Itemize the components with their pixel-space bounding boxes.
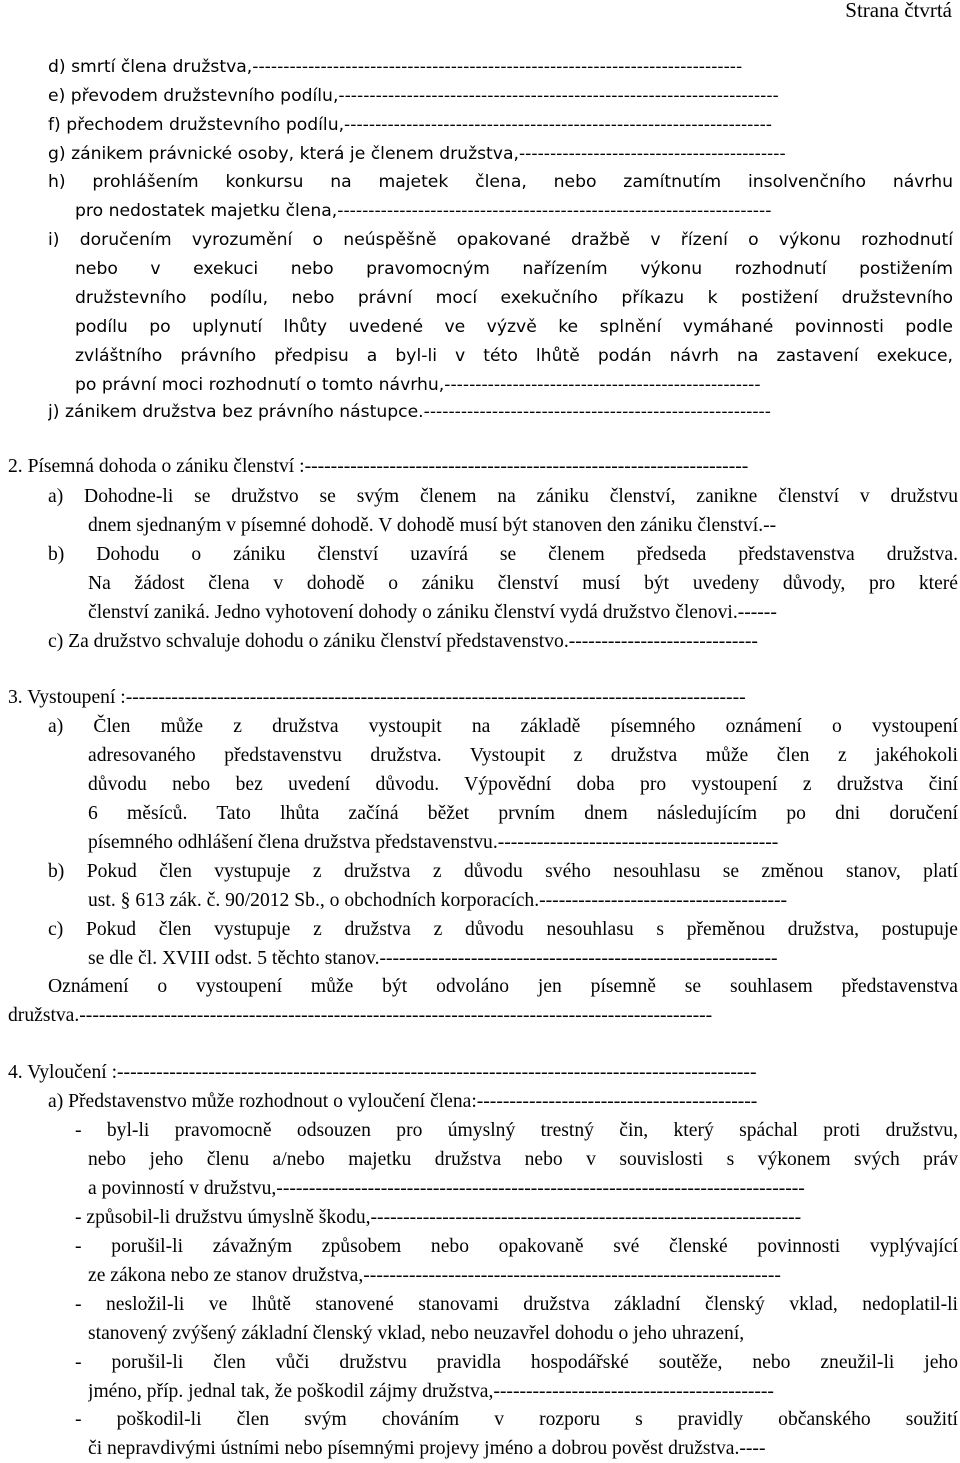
section-1-continued-line: zvláštního právního předpisu a byl-li v této lhůtě podán návrh na zastavení exekuce, (75, 346, 953, 366)
section-1-continued-line: g) zánikem právnické osoby, která je členem družstva,------------------------------------------- (48, 144, 786, 164)
section-1-continued-line: i) doručením vyrozumění o neúspěšně opakované dražbě v řízení o výkonu rozhodnutí (48, 230, 953, 250)
section-3-line: 6 měsíců. Tato lhůta začíná běžet prvním dnem následujícím po dni doručení (88, 803, 958, 824)
section-1-continued-line: družstevního podílu, nebo právní mocí exekučního příkazu k postižení družstevního (75, 288, 953, 308)
section-4-line: - byl-li pravomocně odsouzen pro úmyslný trestný čin, který spáchal proti družstvu, (75, 1120, 958, 1141)
section-4-line: či nepravdivými ústními nebo písemnými projevy jméno a dobrou pověst družstva.---- (88, 1438, 766, 1459)
section-4-line: - porušil-li člen vůči družstvu pravidla hospodářské soutěže, nebo zneužil-li jeho (75, 1352, 958, 1373)
section-2-line: c) Za družstvo schvaluje dohodu o zániku členství představenstvo.----------------------------- (48, 631, 758, 652)
section-4-line: nebo jeho členu a/nebo majetku družstva nebo v souvislosti s výkonem svých práv (88, 1149, 958, 1170)
section-3-line: 3. Vystoupení :----------------------------------------------------------------------------------------------- (8, 687, 746, 708)
page-number-label: Strana čtvrtá (845, 0, 952, 22)
section-1-continued-line: f) přechodem družstevního podílu,--------------------------------------------------------------------- (48, 115, 772, 135)
section-4-line: stanovený zvýšený základní členský vklad, nebo neuzavřel dohodu o jeho uhrazení, (88, 1323, 745, 1344)
section-2-line: dnem sjednaným v písemné dohodě. V dohodě musí být stanoven den zániku členství.-- (88, 515, 777, 536)
section-3-line: ust. § 613 zák. č. 90/2012 Sb., o obchodních korporacích.-------------------------------------- (88, 890, 788, 911)
section-3-line: a) Člen může z družstva vystoupit na základě písemného oznámení o vystoupení (48, 716, 958, 737)
section-4-line: a povinností v družstvu,--------------------------------------------------------------------------------- (88, 1178, 805, 1199)
section-2-line: b) Dohodu o zániku členství uzavírá se členem předseda představenstva družstva. (48, 544, 958, 565)
section-4-line: - nesložil-li ve lhůtě stanovené stanovami družstva základní členský vklad, nedoplatil-li (75, 1294, 958, 1315)
section-4-line: - porušil-li závažným způsobem nebo opakovaně své členské povinnosti vyplývající (75, 1236, 958, 1257)
section-1-continued-line: nebo v exekuci nebo pravomocným nařízením výkonu rozhodnutí postižením (75, 259, 953, 279)
section-4-line: 4. Vyloučení :-------------------------------------------------------------------------------------------------- (8, 1062, 757, 1083)
section-1-continued-line: podílu po uplynutí lhůty uvedené ve výzvě ke splnění vymáhané povinnosti podle (75, 317, 953, 337)
section-3-line: družstva.------------------------------------------------------------------------------------------------- (8, 1005, 713, 1026)
section-4-line: - způsobil-li družstvu úmyslně škodu,------------------------------------------------------------------ (75, 1207, 802, 1228)
section-3-line: důvodu nebo bez uvedení důvodu. Výpovědní doba pro vystoupení z družstva činí (88, 774, 958, 795)
section-1-continued-line: h) prohlášením konkursu na majetek člena, nebo zamítnutím insolvenčního návrhu (48, 172, 953, 192)
section-3-line: písemného odhlášení člena družstva představenstvu.------------------------------------------- (88, 832, 779, 853)
section-2-line: a) Dohodne-li se družstvo se svým členem na zániku členství, zanikne členství v družstvu (48, 486, 958, 507)
section-4-line: - poškodil-li člen svým chováním v rozporu s pravidly občanského soužití (75, 1409, 958, 1430)
section-3-line: c) Pokud člen vystupuje z družstva z důvodu nesouhlasu s přeměnou družstva, postupuje (48, 919, 958, 940)
section-4-line: ze zákona nebo ze stanov družstva,---------------------------------------------------------------- (88, 1265, 781, 1286)
section-1-continued-line: pro nedostatek majetku člena,---------------------------------------------------------------------- (75, 201, 772, 221)
section-1-continued-line: po právní moci rozhodnutí o tomto návrhu,--------------------------------------------------- (75, 375, 761, 395)
section-2-line: 2. Písemná dohoda o zániku členství :-------------------------------------------------------------------- (8, 456, 749, 477)
section-3-line: se dle čl. XVIII odst. 5 těchto stanov.------------------------------------------------------------- (88, 948, 778, 969)
section-2-line: členství zaniká. Jedno vyhotovení dohody o zániku členství vydá družstvo členovi.------ (88, 602, 777, 623)
section-4-line: a) Představenstvo může rozhodnout o vyloučení člena:------------------------------------------- (48, 1091, 758, 1112)
section-3-line: adresovaného představenstvu družstva. Vystoupit z družstva může člen z jakéhokoli (88, 745, 958, 766)
section-1-continued-line: d) smrtí člena družstva,------------------------------------------------------------------------------- (48, 57, 743, 77)
section-1-continued-line: e) převodem družstevního podílu,----------------------------------------------------------------------- (48, 86, 779, 106)
section-1-continued-line: j) zánikem družstva bez právního nástupce.-------------------------------------------------------- (48, 402, 771, 422)
section-3-line: Oznámení o vystoupení může být odvoláno jen písemně se souhlasem představenstva (48, 976, 958, 997)
section-2-line: Na žádost člena v dohodě o zániku členství musí být uvedeny důvody, pro které (88, 573, 958, 594)
section-3-line: b) Pokud člen vystupuje z družstva z důvodu svého nesouhlasu se změnou stanov, platí (48, 861, 958, 882)
section-4-line: jméno, příp. jednal tak, že poškodil zájmy družstva,------------------------------------------- (88, 1381, 774, 1402)
